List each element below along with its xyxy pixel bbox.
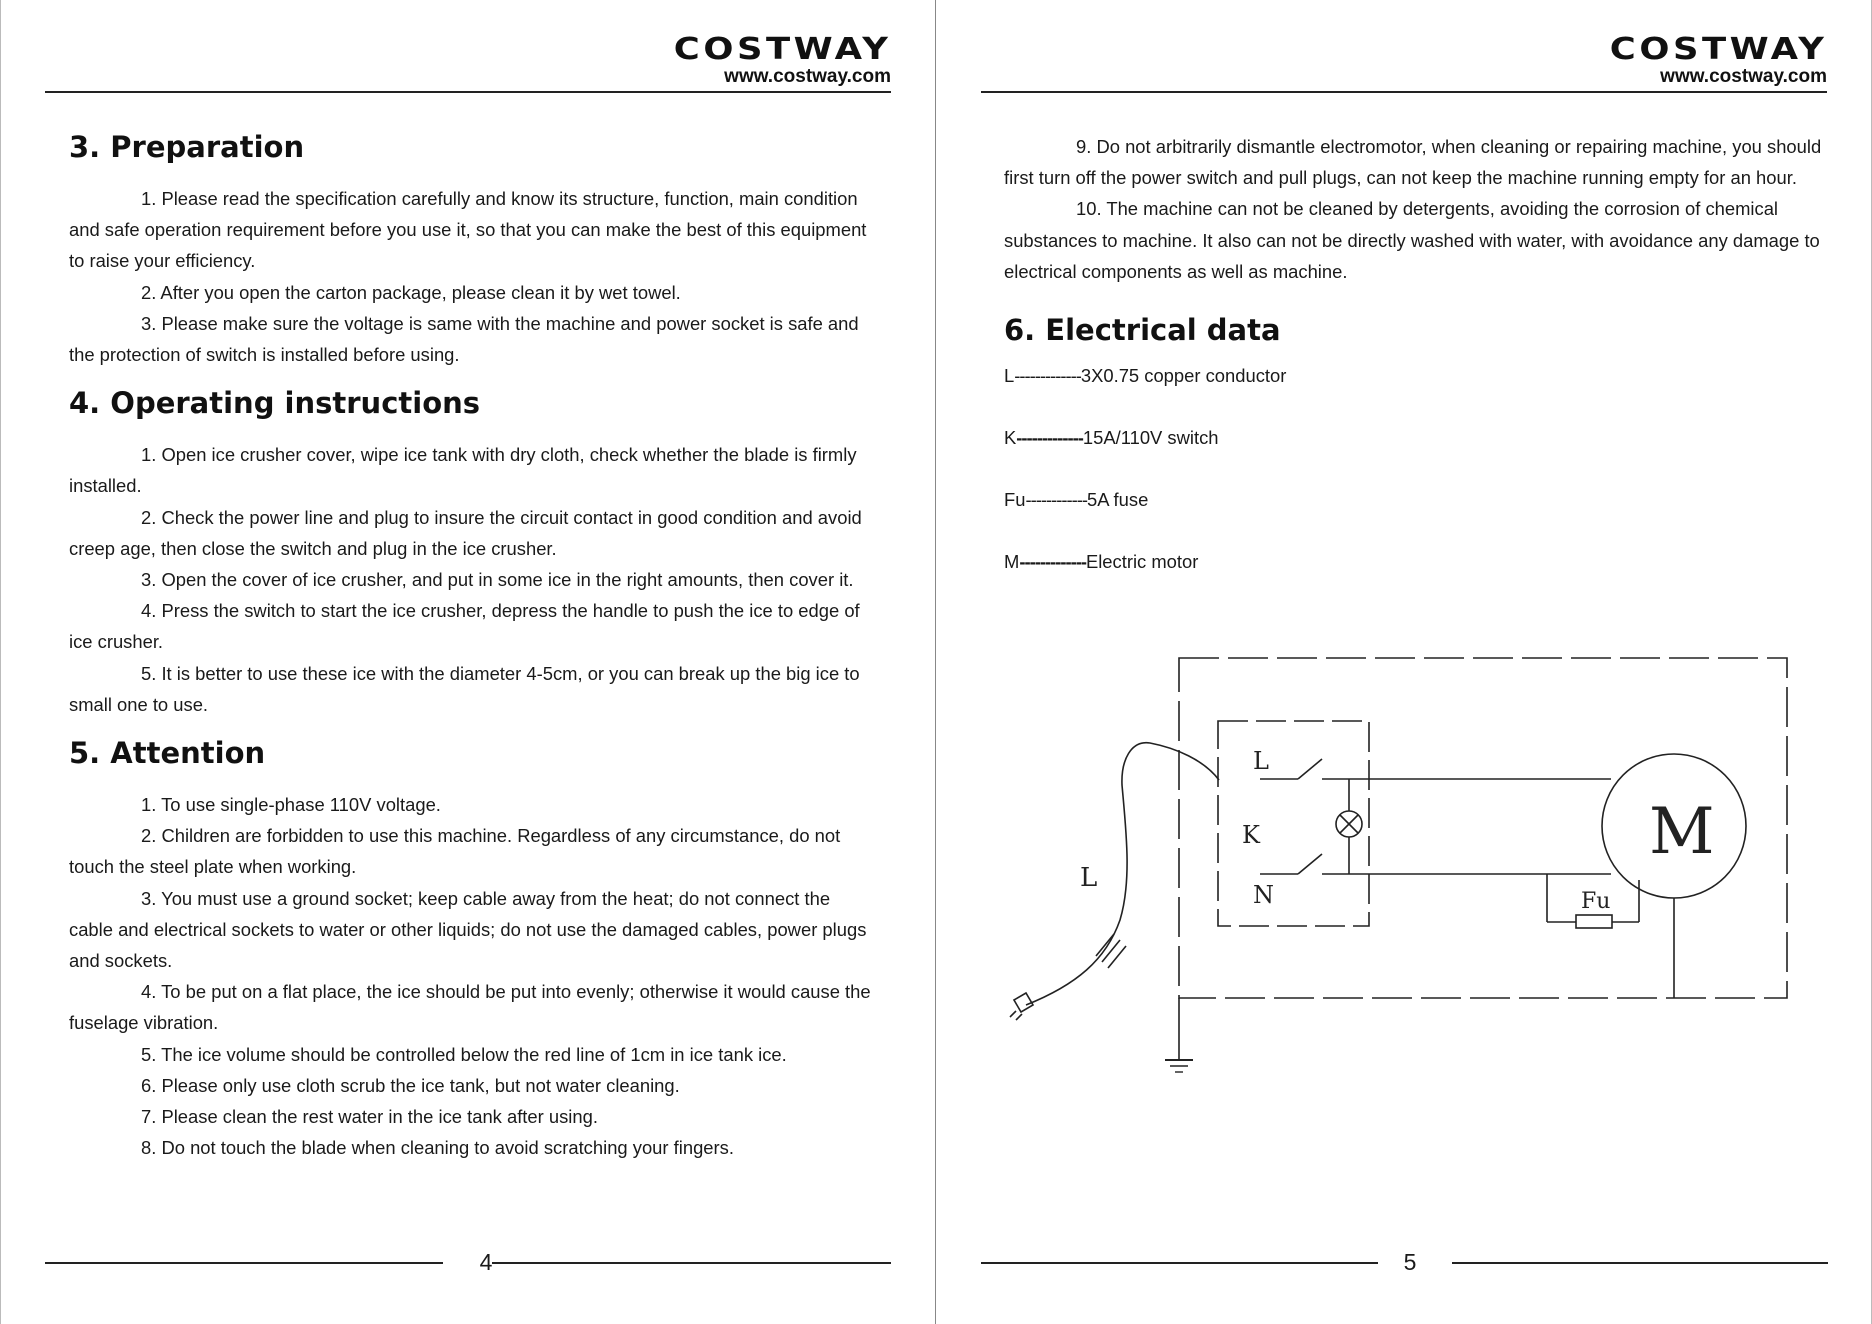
preparation-item-2: 2. After you open the carton package, please clean it by wet towel.: [141, 281, 681, 303]
preparation-item-3: 3. Please make sure the voltage is same with the machine and power socket is safe and the protection of switch is installed before using.: [69, 312, 859, 366]
right-page: [936, 0, 1872, 1324]
diagram-label-cable: L: [1080, 863, 1098, 893]
brand-logo: COSTWAY: [673, 32, 891, 67]
diagram-label-switch: K: [1242, 821, 1260, 849]
operating-item-2: 2. Check the power line and plug to insure the circuit contact in good condition and avoid creep age, then close the switch and plug in the ice crusher.: [69, 506, 862, 559]
brand-logo: COSTWAY: [1609, 32, 1827, 67]
operating-item-3: 3. Open the cover of ice crusher, and put in some ice in the right amounts, then cover it.: [141, 569, 854, 591]
brand-url: www.costway.com: [1660, 66, 1827, 87]
electrical-code: K: [1004, 427, 1017, 449]
electrical-code: L: [1004, 365, 1015, 387]
attention-item-5: 5. The ice volume should be controlled below the red line of 1cm in ice tank ice.: [141, 1043, 787, 1065]
operating-item-4: 4. Press the switch to start the ice crusher, depress the handle to push the ice to edge of ice crusher.: [69, 600, 860, 653]
attention-item-3: 3. You must use a ground socket; keep cable away from the heat; do not connect the cable and electrical sockets to water or other liquids; do not use the damaged cables, power plugs and sockets.: [69, 887, 867, 972]
electrical-row-fu: Fu------------5A fuse: [1004, 489, 1149, 511]
electrical-code: M: [1004, 551, 1020, 573]
attention-item-4: 4. To be put on a flat place, the ice should be put into evenly; otherwise it would cause the fuselage vibration.: [69, 981, 871, 1034]
page-footer: [45, 1250, 891, 1274]
electrical-desc: 3X0.75 copper conductor: [1080, 365, 1287, 387]
header-rule: [45, 91, 891, 93]
page-footer: [981, 1250, 1828, 1274]
attention-item-6: 6. Please only use cloth scrub the ice tank, but not water cleaning.: [141, 1074, 680, 1096]
electrical-row-m: M-------------Electric motor: [1004, 551, 1199, 573]
attention-item-2: 2. Children are forbidden to use this machine. Regardless of any circumstance, do not touch the steel plate when working.: [69, 825, 841, 878]
electrical-desc: Electric motor: [1085, 551, 1199, 573]
electrical-code: Fu: [1004, 489, 1026, 511]
switch-box: [1218, 721, 1369, 926]
page-number: 5: [1403, 1249, 1417, 1275]
attention-item-1: 1. To use single-phase 110V voltage.: [141, 794, 441, 816]
brand-header: [673, 32, 891, 87]
electrical-desc: 5A fuse: [1086, 489, 1149, 511]
left-content: [69, 130, 876, 1163]
attention-item-9: 9. Do not arbitrarily dismantle electromotor, when cleaning or repairing machine, you should first turn off the power switch and pull plugs, can not keep the machine running empty for an hour.: [1004, 136, 1822, 189]
diagram-label-motor: M: [1649, 795, 1715, 869]
cable-curve: [1026, 743, 1219, 1005]
attention-item-10: 10. The machine can not be cleaned by detergents, avoiding the corrosion of chemical substances to machine. It also can not be directly washed with water, with avoidance any damage to electrical components as well as machine.: [1004, 198, 1820, 282]
circuit-diagram: [936, 0, 1872, 1324]
section-title-operating: 4. Operating instructions: [69, 386, 481, 421]
brand-url: www.costway.com: [724, 66, 891, 87]
section-title-attention: 5. Attention: [69, 736, 266, 771]
electrical-row-k: K-------------15A/110V switch: [1004, 427, 1219, 449]
operating-item-1: 1. Open ice crusher cover, wipe ice tank with dry cloth, check whether the blade is firmly installed.: [69, 444, 857, 497]
operating-item-5: 5. It is better to use these ice with the diameter 4-5cm, or you can break up the big ice to small one to use.: [69, 662, 860, 715]
section-title-electrical: 6. Electrical data: [1004, 313, 1281, 348]
diagram-label-line: L: [1253, 747, 1269, 775]
attention-item-7: 7. Please clean the rest water in the ice tank after using.: [141, 1106, 598, 1128]
page-number: 4: [479, 1249, 493, 1275]
fuse-symbol: [1576, 915, 1612, 928]
preparation-item-1: 1. Please read the specification carefully and know its structure, function, main condition and safe operation requirement before you use it, so that you can make the best of this equipment to raise your efficiency.: [69, 188, 867, 272]
attention-item-8: 8. Do not touch the blade when cleaning to avoid scratching your fingers.: [141, 1137, 734, 1159]
electrical-row-l: L-------------3X0.75 copper conductor: [1004, 365, 1287, 387]
electrical-desc: 15A/110V switch: [1082, 427, 1219, 449]
diagram-label-neutral: N: [1253, 881, 1274, 909]
section-title-preparation: 3. Preparation: [69, 130, 305, 164]
diagram-label-fuse: Fu: [1581, 889, 1611, 914]
